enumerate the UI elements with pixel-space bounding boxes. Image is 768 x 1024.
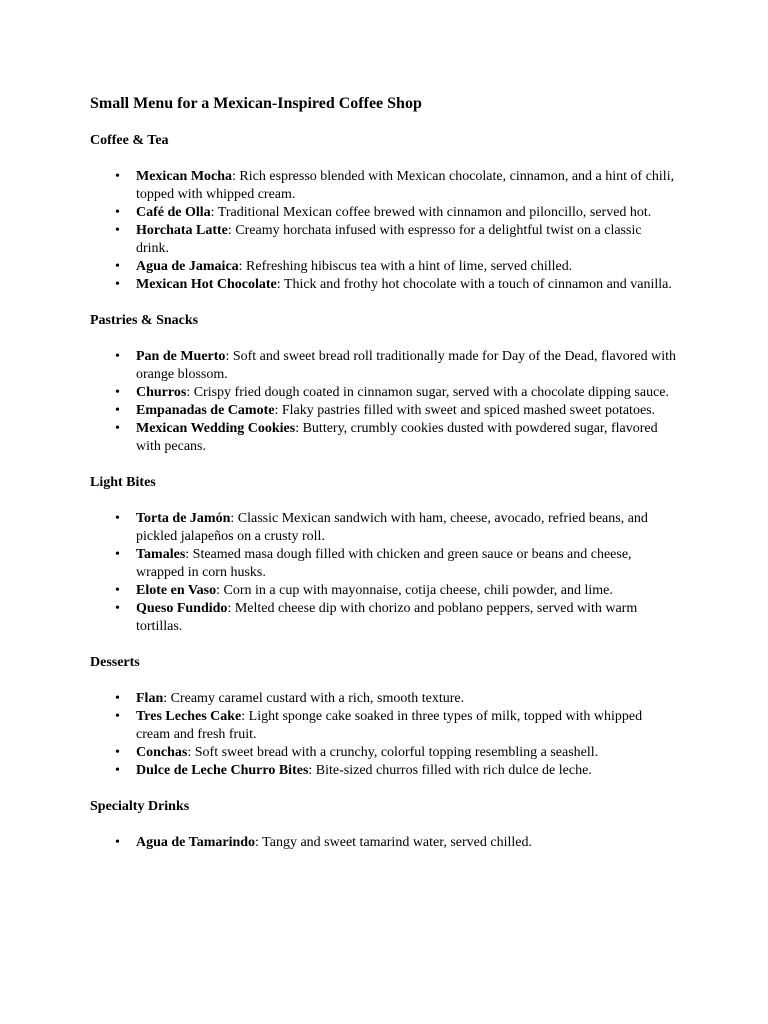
list-item bbox=[90, 582, 678, 600]
bullet-icon: • bbox=[115, 601, 120, 616]
bullet-icon: • bbox=[115, 277, 120, 292]
list-item bbox=[90, 834, 678, 852]
list-item bbox=[90, 690, 678, 708]
bullet-icon: • bbox=[115, 403, 120, 418]
item-name: Agua de Jamaica bbox=[136, 259, 239, 274]
item-name: Conchas bbox=[136, 745, 188, 760]
item-description: : Thick and frothy hot chocolate with a touch of cinnamon and vanilla. bbox=[276, 277, 672, 292]
list-item bbox=[90, 348, 678, 384]
item-name: Churros bbox=[136, 385, 187, 400]
item-list bbox=[90, 348, 678, 456]
item-description: : Tangy and sweet tamarind water, served chilled. bbox=[255, 835, 532, 850]
item-description: : Corn in a cup with mayonnaise, cotija cheese, chili powder, and lime. bbox=[216, 583, 613, 598]
section-heading: Desserts bbox=[90, 655, 140, 670]
list-item bbox=[90, 762, 678, 780]
bullet-icon: • bbox=[115, 223, 120, 238]
list-item bbox=[90, 510, 678, 546]
item-name: Mexican Hot Chocolate bbox=[136, 277, 277, 292]
list-item bbox=[90, 258, 678, 276]
item-description: : Melted cheese dip with chorizo and poblano peppers, served with warm tortillas. bbox=[136, 601, 638, 634]
item-name: Tres Leches Cake bbox=[136, 709, 242, 724]
item-list bbox=[90, 510, 678, 636]
item-description: : Flaky pastries filled with sweet and spiced mashed sweet potatoes. bbox=[274, 403, 656, 418]
item-name: Dulce de Leche Churro Bites bbox=[136, 763, 309, 778]
bullet-icon: • bbox=[115, 169, 120, 184]
item-description: : Creamy caramel custard with a rich, smooth texture. bbox=[163, 691, 465, 706]
list-item bbox=[90, 546, 678, 582]
item-name: Queso Fundido bbox=[136, 601, 228, 616]
bullet-icon: • bbox=[115, 745, 120, 760]
menu-section-specialty-drinks bbox=[90, 798, 678, 852]
item-description: : Light sponge cake soaked in three types of milk, topped with whipped cream and fresh fruit. bbox=[136, 709, 643, 742]
section-heading: Specialty Drinks bbox=[90, 799, 190, 814]
item-description: : Buttery, crumbly cookies dusted with powdered sugar, flavored with pecans. bbox=[136, 421, 658, 454]
item-name: Flan bbox=[136, 691, 164, 706]
item-name: Torta de Jamón bbox=[136, 511, 231, 526]
section-heading: Light Bites bbox=[90, 475, 156, 490]
item-description: : Classic Mexican sandwich with ham, cheese, avocado, refried beans, and pickled jalapeños on a crusty roll. bbox=[136, 511, 648, 544]
list-item bbox=[90, 276, 678, 294]
bullet-icon: • bbox=[115, 421, 120, 436]
bullet-icon: • bbox=[115, 709, 120, 724]
menu-section-coffee-tea bbox=[90, 132, 678, 294]
bullet-icon: • bbox=[115, 511, 120, 526]
bullet-icon: • bbox=[115, 385, 120, 400]
item-description: : Steamed masa dough filled with chicken and green sauce or beans and cheese, wrapped in corn husks. bbox=[136, 547, 632, 580]
item-description: : Bite-sized churros filled with rich dulce de leche. bbox=[308, 763, 592, 778]
item-description: : Refreshing hibiscus tea with a hint of lime, served chilled. bbox=[238, 259, 573, 274]
bullet-icon: • bbox=[115, 583, 120, 598]
list-item bbox=[90, 222, 678, 258]
item-list bbox=[90, 690, 678, 780]
bullet-icon: • bbox=[115, 259, 120, 274]
item-list bbox=[90, 834, 678, 852]
item-name: Pan de Muerto bbox=[136, 349, 226, 364]
list-item bbox=[90, 420, 678, 456]
menu-section-desserts bbox=[90, 654, 678, 780]
item-name: Mexican Wedding Cookies bbox=[136, 421, 296, 436]
item-description: : Creamy horchata infused with espresso for a delightful twist on a classic drink. bbox=[136, 223, 642, 256]
item-description: : Traditional Mexican coffee brewed with cinnamon and piloncillo, served hot. bbox=[210, 205, 652, 220]
list-item bbox=[90, 384, 678, 402]
item-description: : Crispy fried dough coated in cinnamon sugar, served with a chocolate dipping sauce. bbox=[186, 385, 670, 400]
bullet-icon: • bbox=[115, 835, 120, 850]
section-heading: Coffee & Tea bbox=[90, 133, 169, 148]
bullet-icon: • bbox=[115, 349, 120, 364]
item-name: Horchata Latte bbox=[136, 223, 228, 238]
menu-section-pastries-snacks bbox=[90, 312, 678, 456]
list-item bbox=[90, 744, 678, 762]
item-name: Elote en Vaso bbox=[136, 583, 217, 598]
list-item bbox=[90, 204, 678, 222]
item-list bbox=[90, 168, 678, 294]
list-item bbox=[90, 600, 678, 636]
item-name: Café de Olla bbox=[136, 205, 211, 220]
item-description: : Soft sweet bread with a crunchy, colorful topping resembling a seashell. bbox=[187, 745, 599, 760]
bullet-icon: • bbox=[115, 547, 120, 562]
bullet-icon: • bbox=[115, 205, 120, 220]
bullet-icon: • bbox=[115, 763, 120, 778]
menu-section-light-bites bbox=[90, 474, 678, 636]
page-title: Small Menu for a Mexican-Inspired Coffee Shop bbox=[90, 95, 422, 112]
bullet-icon: • bbox=[115, 691, 120, 706]
list-item bbox=[90, 402, 678, 420]
list-item bbox=[90, 708, 678, 744]
item-description: : Soft and sweet bread roll traditionally made for Day of the Dead, flavored with orange blossom. bbox=[136, 349, 677, 382]
section-heading: Pastries & Snacks bbox=[90, 313, 199, 328]
item-description: : Rich espresso blended with Mexican chocolate, cinnamon, and a hint of chili, topped with whipped cream. bbox=[136, 169, 675, 202]
list-item bbox=[90, 168, 678, 204]
item-name: Agua de Tamarindo bbox=[136, 835, 256, 850]
item-name: Mexican Mocha bbox=[136, 169, 233, 184]
item-name: Tamales bbox=[136, 547, 186, 562]
item-name: Empanadas de Camote bbox=[136, 403, 275, 418]
